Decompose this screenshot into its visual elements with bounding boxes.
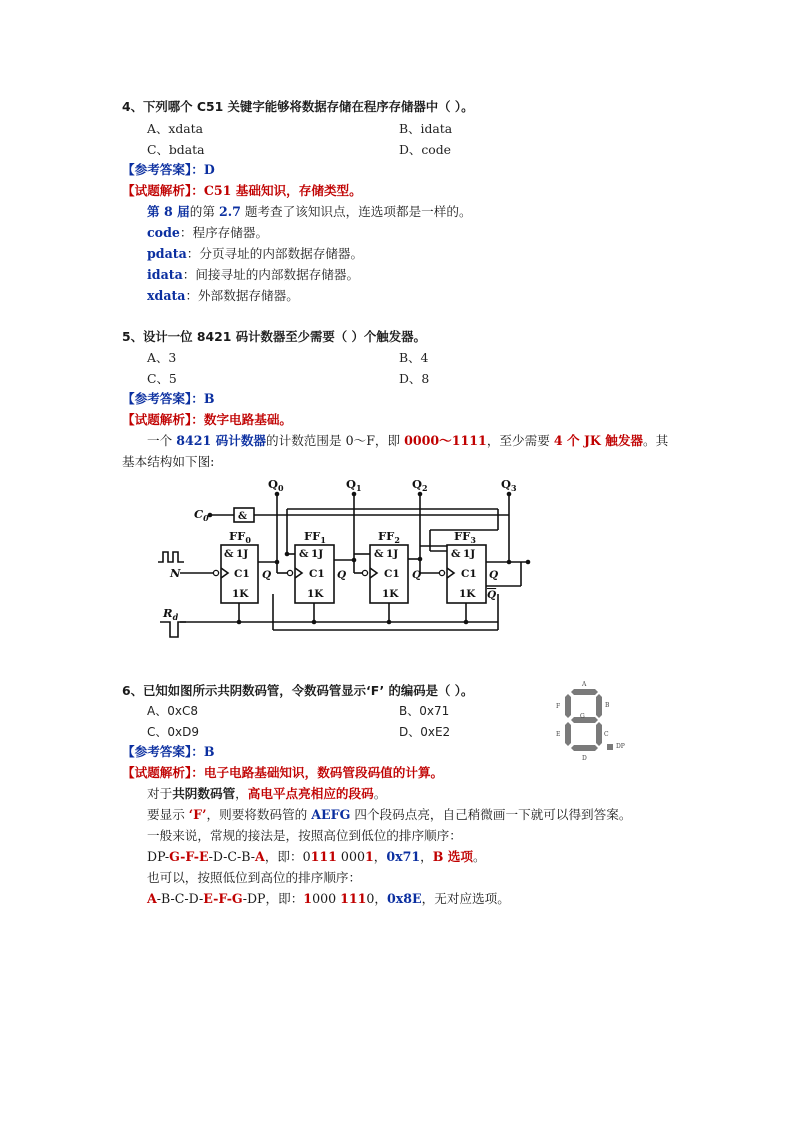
n-label: N xyxy=(170,566,181,580)
q6-option-a: A、0xC8 xyxy=(147,704,198,718)
body-text: 的第 xyxy=(189,204,219,219)
q4-analysis xyxy=(122,183,362,199)
highlight-text: 0x8E xyxy=(387,891,422,906)
body-text: 0， xyxy=(366,891,388,906)
q6-analysis-line2 xyxy=(147,807,631,823)
ff-c1-label: C1 xyxy=(384,568,400,580)
body-text: 000 xyxy=(336,849,365,864)
body-text: ， xyxy=(420,849,433,864)
q2-label: $Q_2$ xyxy=(412,477,428,493)
body-text: -B-C-D- xyxy=(156,891,204,906)
q4-option-d: D、code xyxy=(399,142,451,157)
highlight-text: 1 xyxy=(303,891,313,906)
ff-c1-label: C1 xyxy=(234,568,250,580)
highlight-text: E-F-G xyxy=(203,891,243,906)
q4-answer xyxy=(122,162,215,178)
body-text: 要显示 xyxy=(147,807,189,822)
q0-label: $Q_0$ xyxy=(268,477,284,493)
keyword: code xyxy=(147,225,180,240)
answer-label: 【参考答案】： xyxy=(122,391,204,406)
q4-item-xdata xyxy=(147,288,299,304)
answer-label: 【参考答案】： xyxy=(122,744,204,759)
highlight-text: 0000～1111 xyxy=(404,433,487,448)
ff-q-label: Q xyxy=(412,569,422,581)
q6-option-c: C、0xD9 xyxy=(147,725,199,739)
q4-item-pdata xyxy=(147,246,363,262)
ff-q-label: Q xyxy=(337,569,347,581)
q5-analysis xyxy=(122,412,292,428)
analysis-title: C51 基础知识，存储类型。 xyxy=(203,183,362,198)
answer-value: B xyxy=(203,744,215,759)
ff-q-label: Q xyxy=(489,569,499,581)
body-text: ，即：0 xyxy=(264,849,311,864)
segment-e xyxy=(565,722,571,746)
segment-dp xyxy=(607,744,613,750)
seg-label-dp: DP xyxy=(616,743,625,750)
q6-title: 6、已知如图所示共阴数码管，令数码管显示‘F’ 的编码是（ ）。 xyxy=(122,683,474,698)
ff-q-label: Q xyxy=(262,569,272,581)
body-text: ，至少需要 xyxy=(486,433,554,448)
body-text: 一个 xyxy=(147,433,177,448)
q5-title: 5、设计一位 8421 码计数器至少需要（ ）个触发器。 xyxy=(122,329,426,344)
ff-j-label: 1J xyxy=(311,548,324,560)
body-text: 。 xyxy=(373,786,387,801)
q6-option-b: B、0x71 xyxy=(399,704,450,718)
ff0-label: $FF_0$ xyxy=(229,529,251,545)
segment-b xyxy=(596,694,602,718)
seg-label-b: B xyxy=(605,702,610,709)
q4-item-code xyxy=(147,225,268,241)
ff-k-label: 1K xyxy=(232,588,249,600)
keyword: pdata xyxy=(147,246,187,261)
body-text: ， xyxy=(373,849,387,864)
body-text: ， xyxy=(235,786,248,801)
q6-analysis-line3: 一般来说，常规的接法是，按照高位到低位的排序顺序： xyxy=(147,828,462,843)
q1-label: $Q_1$ xyxy=(346,477,362,493)
highlight-text: 2.7 xyxy=(218,204,241,219)
q6-analysis-line5: 也可以，按照低位到高位的排序顺序： xyxy=(147,870,362,885)
keyword-desc: ：分页寻址的内部数据存储器。 xyxy=(186,246,364,261)
seg-label-e: E xyxy=(556,731,561,738)
highlight-text: 高电平点亮相应的段码 xyxy=(247,786,374,801)
q5-option-a: A、3 xyxy=(147,350,177,365)
body-text: 四个段码点亮，自己稍微画一下就可以得到答案。 xyxy=(350,807,632,822)
ff-and-label: & xyxy=(374,548,384,560)
body-text: -DP，即： xyxy=(242,891,304,906)
body-text: 对于 xyxy=(147,786,173,801)
ff3-qbar-label: Q xyxy=(487,589,497,601)
body-text: 。其 xyxy=(643,433,669,448)
highlight-text: 1 xyxy=(364,849,374,864)
ff-k-label: 1K xyxy=(307,588,324,600)
keyword-desc: ：程序存储器。 xyxy=(179,225,269,240)
q6-answer xyxy=(122,744,215,760)
seg-label-d: D xyxy=(582,755,587,762)
q4-option-b: B、idata xyxy=(399,121,453,136)
analysis-label: 【试题解析】： xyxy=(122,183,204,198)
ff-j-label: 1J xyxy=(236,548,249,560)
segment-a xyxy=(571,689,598,695)
ff-k-label: 1K xyxy=(459,588,476,600)
seg-label-g: G xyxy=(580,713,585,720)
ff-j-label: 1J xyxy=(386,548,399,560)
ff-and-label: & xyxy=(451,548,461,560)
highlight-text: 8421 码计数器 xyxy=(176,433,267,448)
ff-and-label: & xyxy=(224,548,234,560)
body-text: ，无对应选项。 xyxy=(421,891,510,906)
highlight-text: A xyxy=(255,849,265,864)
q5-analysis-line1 xyxy=(147,433,668,449)
q6-analysis-line6 xyxy=(147,891,510,907)
highlight-text: 111 xyxy=(310,849,337,864)
analysis-label: 【试题解析】： xyxy=(122,412,204,427)
keyword: idata xyxy=(147,267,183,282)
q5-analysis-line2: 基本结构如下图: xyxy=(122,454,215,469)
ff2-label: $FF_2$ xyxy=(378,529,400,545)
analysis-label: 【试题解析】： xyxy=(122,765,204,780)
body-text: DP- xyxy=(147,849,170,864)
q5-option-b: B、4 xyxy=(399,350,429,365)
ff-k-label: 1K xyxy=(382,588,399,600)
highlight-text: 4 个 JK 触发器 xyxy=(553,433,644,448)
highlight-text: ‘F’ xyxy=(188,807,207,822)
body-text: ，则要将数码管的 xyxy=(206,807,312,822)
highlight-text: A xyxy=(147,891,157,906)
analysis-title: 数字电路基础。 xyxy=(203,412,293,427)
highlight-text: 0x71 xyxy=(386,849,421,864)
ff1-label: $FF_1$ xyxy=(304,529,326,545)
highlight-text: B 选项 xyxy=(432,849,473,864)
body-text: 000 xyxy=(312,891,341,906)
seg-label-f: F xyxy=(556,703,561,710)
ff3-label: $FF_3$ xyxy=(454,529,476,545)
body-text: 题考查了该知识点，连选项都是一样的。 xyxy=(240,204,472,219)
segment-f xyxy=(565,694,571,718)
and-gate-label: & xyxy=(238,511,248,522)
segment-c xyxy=(596,722,602,746)
highlight-text: 共阴数码管 xyxy=(172,786,236,801)
q5-option-c: C、5 xyxy=(147,371,177,386)
body-text: 的计数范围是 0～F，即 xyxy=(266,433,405,448)
ff-j-label: 1J xyxy=(463,548,476,560)
ff-c1-label: C1 xyxy=(461,568,477,580)
segment-d xyxy=(571,745,598,751)
c0-label: $C_0$ xyxy=(194,507,209,523)
q4-title: 4、下列哪个 C51 关键字能够将数据存储在程序存储器中（ ）。 xyxy=(122,99,474,114)
highlight-text: AEFG xyxy=(311,807,351,822)
seven-segment-display xyxy=(548,678,638,768)
q4-option-c: C、bdata xyxy=(147,142,205,157)
rd-label: $R_d$ xyxy=(163,606,179,622)
q4-item-idata xyxy=(147,267,359,283)
q5-answer xyxy=(122,391,215,407)
seg-label-c: C xyxy=(604,731,609,738)
keyword-desc: ：外部数据存储器。 xyxy=(185,288,299,303)
q3-label: $Q_3$ xyxy=(501,477,517,493)
highlight-text: 第 8 届 xyxy=(147,204,190,219)
analysis-title: 电子电路基础知识，数码管段码值的计算。 xyxy=(203,765,444,780)
answer-value: D xyxy=(203,162,215,177)
answer-value: B xyxy=(203,391,215,406)
body-text: -D-C-B- xyxy=(208,849,256,864)
q6-analysis-line4 xyxy=(147,849,486,865)
jk-counter-circuit xyxy=(150,474,550,644)
q6-option-d: D、0xE2 xyxy=(399,725,451,739)
highlight-text: 111 xyxy=(340,891,367,906)
q4-analysis-line1 xyxy=(147,204,472,220)
q6-analysis-line1 xyxy=(147,786,386,802)
keyword-desc: ：间接寻址的内部数据存储器。 xyxy=(182,267,360,282)
seg-label-a: A xyxy=(582,681,587,688)
body-text: 。 xyxy=(472,849,486,864)
ff-c1-label: C1 xyxy=(309,568,325,580)
ff-and-label: & xyxy=(299,548,309,560)
highlight-text: G-F-E xyxy=(169,849,209,864)
q6-analysis xyxy=(122,765,443,781)
q5-option-d: D、8 xyxy=(399,371,430,386)
answer-label: 【参考答案】： xyxy=(122,162,204,177)
q4-option-a: A、xdata xyxy=(147,121,204,136)
keyword: xdata xyxy=(147,288,186,303)
